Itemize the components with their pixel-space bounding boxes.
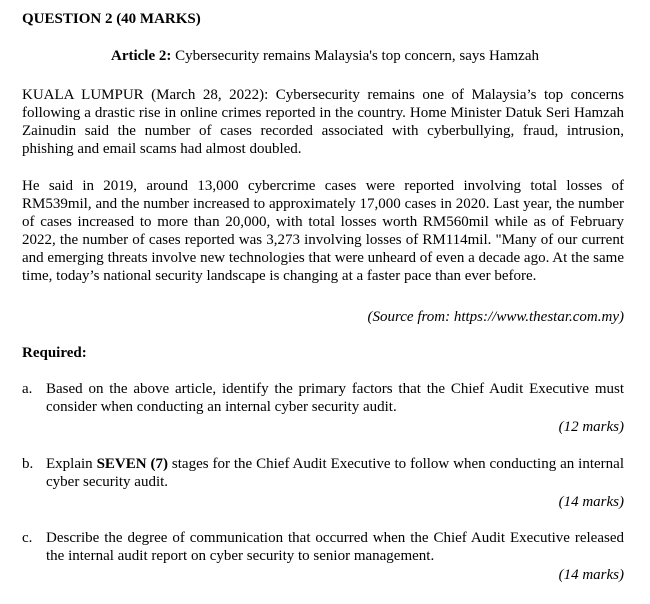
question-title: QUESTION 2 (40 MARKS) [22,11,201,27]
item-marks: (14 marks) [558,494,624,510]
question-item-c [22,529,624,583]
question-item-a [22,380,624,435]
item-text-after: stages for the Chief Audit Executive to follow when conducting an internal cyber security audit. [46,456,624,490]
article-source: (Source from: https://www.thestar.com.my) [367,309,624,325]
item-text [46,455,624,491]
question-item-b [22,455,624,510]
item-text: Describe the degree of communication that occurred when the Chief Audit Executive released the internal audit report on cyber security to senior management. [46,530,624,564]
item-label: b. [22,456,34,472]
item-label: a. [22,381,33,397]
article-label: Article 2: [111,48,172,64]
item-text-emphasis: SEVEN (7) [96,456,168,472]
article-heading [0,47,650,65]
article-paragraph-1: KUALA LUMPUR (March 28, 2022): Cybersecurity remains one of Malaysia’s top concerns following a drastic rise in online crimes reported in the country. Home Minister Datuk Seri Hamzah Zainudin said the number of cases recorded associated with cyberbullying, fraud, intrusion, phishing and email scams had almost doubled. [22,87,624,157]
item-text-before: Explain [46,456,97,472]
article-paragraph-2: He said in 2019, around 13,000 cybercrime cases were reported involving total losses of RM539mil, and the number increased to approximately 17,000 cases in 2020. Last year, the number of cases increased to more than 20,000, with total losses worth RM560mil while as of February 2022, the number of cases reported was 3,273 involving losses of RM114mil. "Many of our current and emerging threats involve new technologies that were unheard of even a decade ago. At the same time, today’s national security landscape is changing at a faster pace than ever before. [22,178,624,284]
required-heading: Required: [22,345,87,361]
item-label: c. [22,530,33,546]
item-marks: (14 marks) [558,567,624,583]
item-text: Based on the above article, identify the primary factors that the Chief Audit Executive must consider when conducting an internal cyber security audit. [46,381,624,415]
article-title: Cybersecurity remains Malaysia's top concern, says Hamzah [175,48,539,64]
item-marks: (12 marks) [558,419,624,435]
